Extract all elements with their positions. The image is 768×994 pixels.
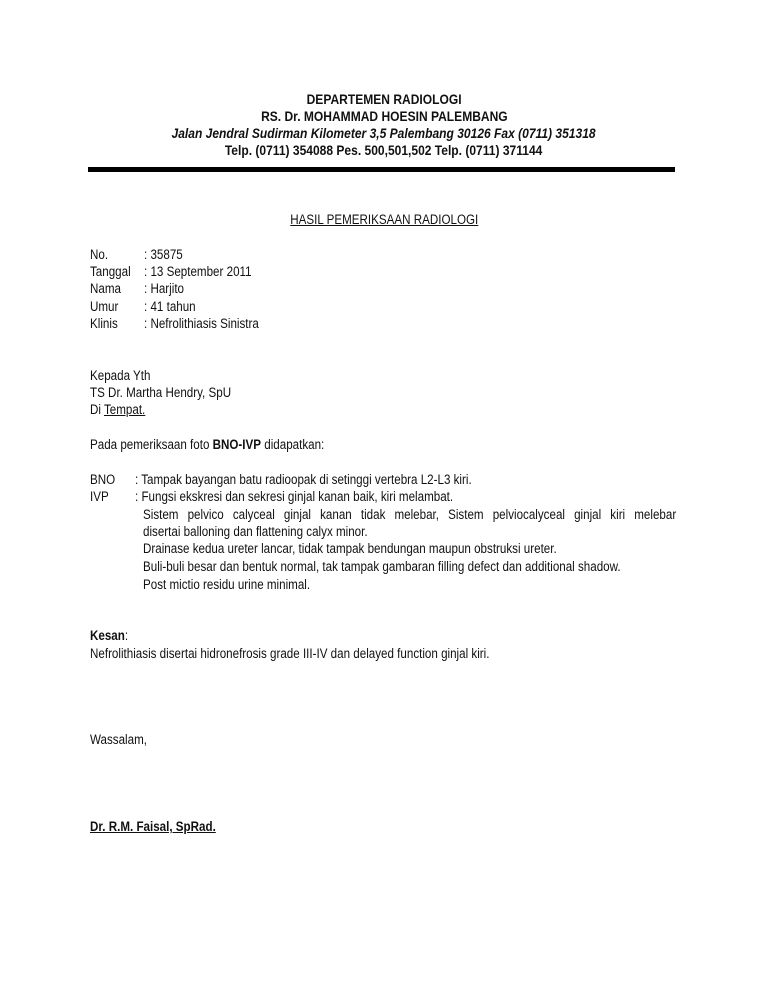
patient-no-value: : 35875 bbox=[144, 247, 183, 262]
ivp-finding-4: Drainase kedua ureter lancar, tidak tampak bendungan maupun obstruksi ureter. bbox=[143, 541, 557, 556]
ivp-finding-6: Post mictio residu urine minimal. bbox=[143, 577, 311, 592]
signature-name: Dr. R.M. Faisal, SpRad. bbox=[90, 819, 216, 834]
patient-name-value: : Harjito bbox=[144, 281, 185, 296]
bno-finding: : Tampak bayangan batu radioopak di setinggi vertebra L2-L3 kiri. bbox=[135, 472, 472, 487]
recipient-name: TS Dr. Martha Hendry, SpU bbox=[90, 385, 232, 400]
patient-age-value: : 41 tahun bbox=[144, 299, 196, 314]
header-address: Jalan Jendral Sudirman Kilometer 3,5 Palembang 30126 Fax (0711) 351318 bbox=[171, 125, 597, 141]
patient-no-label: No. bbox=[90, 247, 109, 262]
patient-name-label: Nama bbox=[90, 281, 121, 296]
recipient-place: Di Tempat. bbox=[90, 402, 146, 417]
patient-clinical-label: Klinis bbox=[90, 316, 118, 331]
ivp-finding-2: Sistem pelvico calyceal ginjal kanan tidak melebar, Sistem pelviocalyceal ginjal kiri melebar bbox=[143, 507, 677, 522]
bno-label: BNO bbox=[90, 472, 116, 487]
ivp-finding-5: Buli-buli besar dan bentuk normal, tak tampak gambaran filling defect dan additional shadow. bbox=[143, 559, 621, 574]
conclusion-text: Nefrolithiasis disertai hidronefrosis grade III-IV dan delayed function ginjal kiri. bbox=[90, 646, 490, 661]
header-divider bbox=[88, 167, 675, 172]
report-title: HASIL PEMERIKSAAN RADIOLOGI bbox=[290, 212, 478, 227]
ivp-finding-3: disertai balloning dan flattening calyx minor. bbox=[143, 524, 368, 539]
patient-clinical-value: : Nefrolithiasis Sinistra bbox=[144, 316, 259, 331]
exam-intro: Pada pemeriksaan foto BNO-IVP didapatkan: bbox=[90, 437, 325, 452]
patient-date-label: Tanggal bbox=[90, 264, 131, 279]
header-department: DEPARTEMEN RADIOLOGI bbox=[306, 91, 462, 107]
closing-salutation: Wassalam, bbox=[90, 732, 147, 747]
header-hospital: RS. Dr. MOHAMMAD HOESIN PALEMBANG bbox=[260, 108, 508, 124]
patient-date-value: : 13 September 2011 bbox=[144, 264, 252, 279]
recipient-greeting: Kepada Yth bbox=[90, 368, 151, 383]
ivp-label: IVP bbox=[90, 489, 109, 504]
patient-age-label: Umur bbox=[90, 299, 119, 314]
ivp-finding-1: : Fungsi ekskresi dan sekresi ginjal kanan baik, kiri melambat. bbox=[135, 489, 454, 504]
header-phone: Telp. (0711) 354088 Pes. 500,501,502 Telp. (0711) 371144 bbox=[225, 142, 543, 158]
conclusion-heading: Kesan: bbox=[90, 628, 129, 643]
